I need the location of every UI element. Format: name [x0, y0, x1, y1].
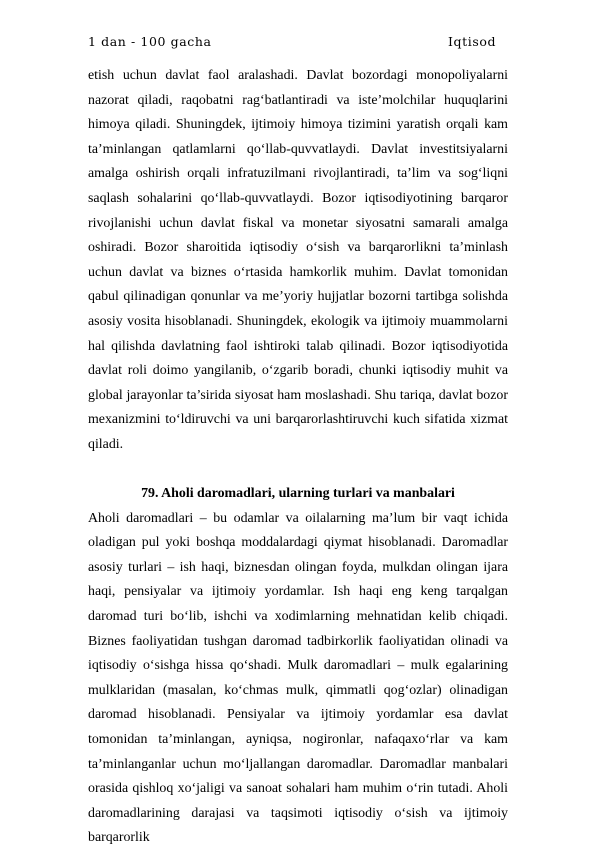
section-title: 79. Aholi daromadlari, ularning turlari va manbalari [141, 486, 455, 502]
header-subject: Iqtisod [448, 34, 497, 49]
document-body [88, 64, 508, 851]
page-header [88, 34, 508, 54]
header-page-range: 1 dan - 100 gacha [88, 34, 212, 49]
paragraph-income-types: Aholi daromadlari – bu odamlar va oilalarning ma’lum bir vaqt ichida oladigan pul yoki boshqa moddalardagi qiymat hisoblanadi. Daromadlar asosiy turlari – ish haqi, biznesdan olingan foyda, mulkdan olingan ijara haqi, pensiyalar va ijtimoiy yordamlar. Ish haqi eng keng tarqalgan daromad turi bo‘lib, ishchi va xodimlarning mehnatidan kelib chiqadi. Biznes faoliyatidan tushgan daromad tadbirkorlik faoliyatidan olinadi va iqtisodiy o‘sishga hissa qo‘shadi. Mulk daromadlari – mulk egalarining mulklaridan (masalan, ko‘chmas mulk, qimmatli qog‘ozlar) olinadigan daromad hisoblanadi. Pensiyalar va ijtimoiy yordamlar esa davlat tomonidan ta’minlangan, ayniqsa, nogironlar, nafaqaxo‘rlar va kam ta’minlanganlar uchun mo‘ljallangan daromadlar. Daromadlar manbalari orasida qishloq xo‘jaligi va sanoat sohalari ham muhim o‘rin tutadi. Aholi daromadlarining darajasi va taqsimoti iqtisodiy o‘sish va ijtimoiy barqarorlik [88, 510, 508, 846]
paragraph-state-role: etish uchun davlat faol aralashadi. Davlat bozordagi monopoliyalarni nazorat qiladi, raqobatni rag‘batlantiradi va iste’molchilar huquqlarini himoya qiladi. Shuningdek, ijtimoiy himoya tizimini yaratish orqali kam ta’minlangan qatlamlarni qo‘llab-quvvatlaydi. Davlat investitsiyalarni amalga oshirish orqali infratuzilmani rivojlantiradi, ta’lim va sog‘liqni saqlash sohalarini qo‘llab-quvvatlaydi. Bozor iqtisodiyotining barqaror rivojlanishi uchun davlat fiskal va monetar siyosatni samarali amalga oshiradi. Bozor sharoitida iqtisodiy o‘sish va barqarorlikni ta’minlash uchun davlat va biznes o‘rtasida hamkorlik muhim. Davlat tomonidan qabul qilinadigan qonunlar va me’yoriy hujjatlar bozorni tartibga solishda asosiy vosita hisoblanadi. Shuningdek, ekologik va ijtimoiy muammolarni hal qilishda davlatning faol ishtiroki talab qilinadi. Bozor iqtisodiyotida davlat roli doimo yangilanib, o‘zgarib boradi, chunki iqtisodiy muhit va global jarayonlar ta’sirida siyosat ham moslashadi. Shu tariqa, davlat bozor mexanizmini to‘ldiruvchi va uni barqarorlashtiruvchi kuch sifatida xizmat qiladi. [88, 68, 508, 452]
spacer [88, 458, 508, 483]
